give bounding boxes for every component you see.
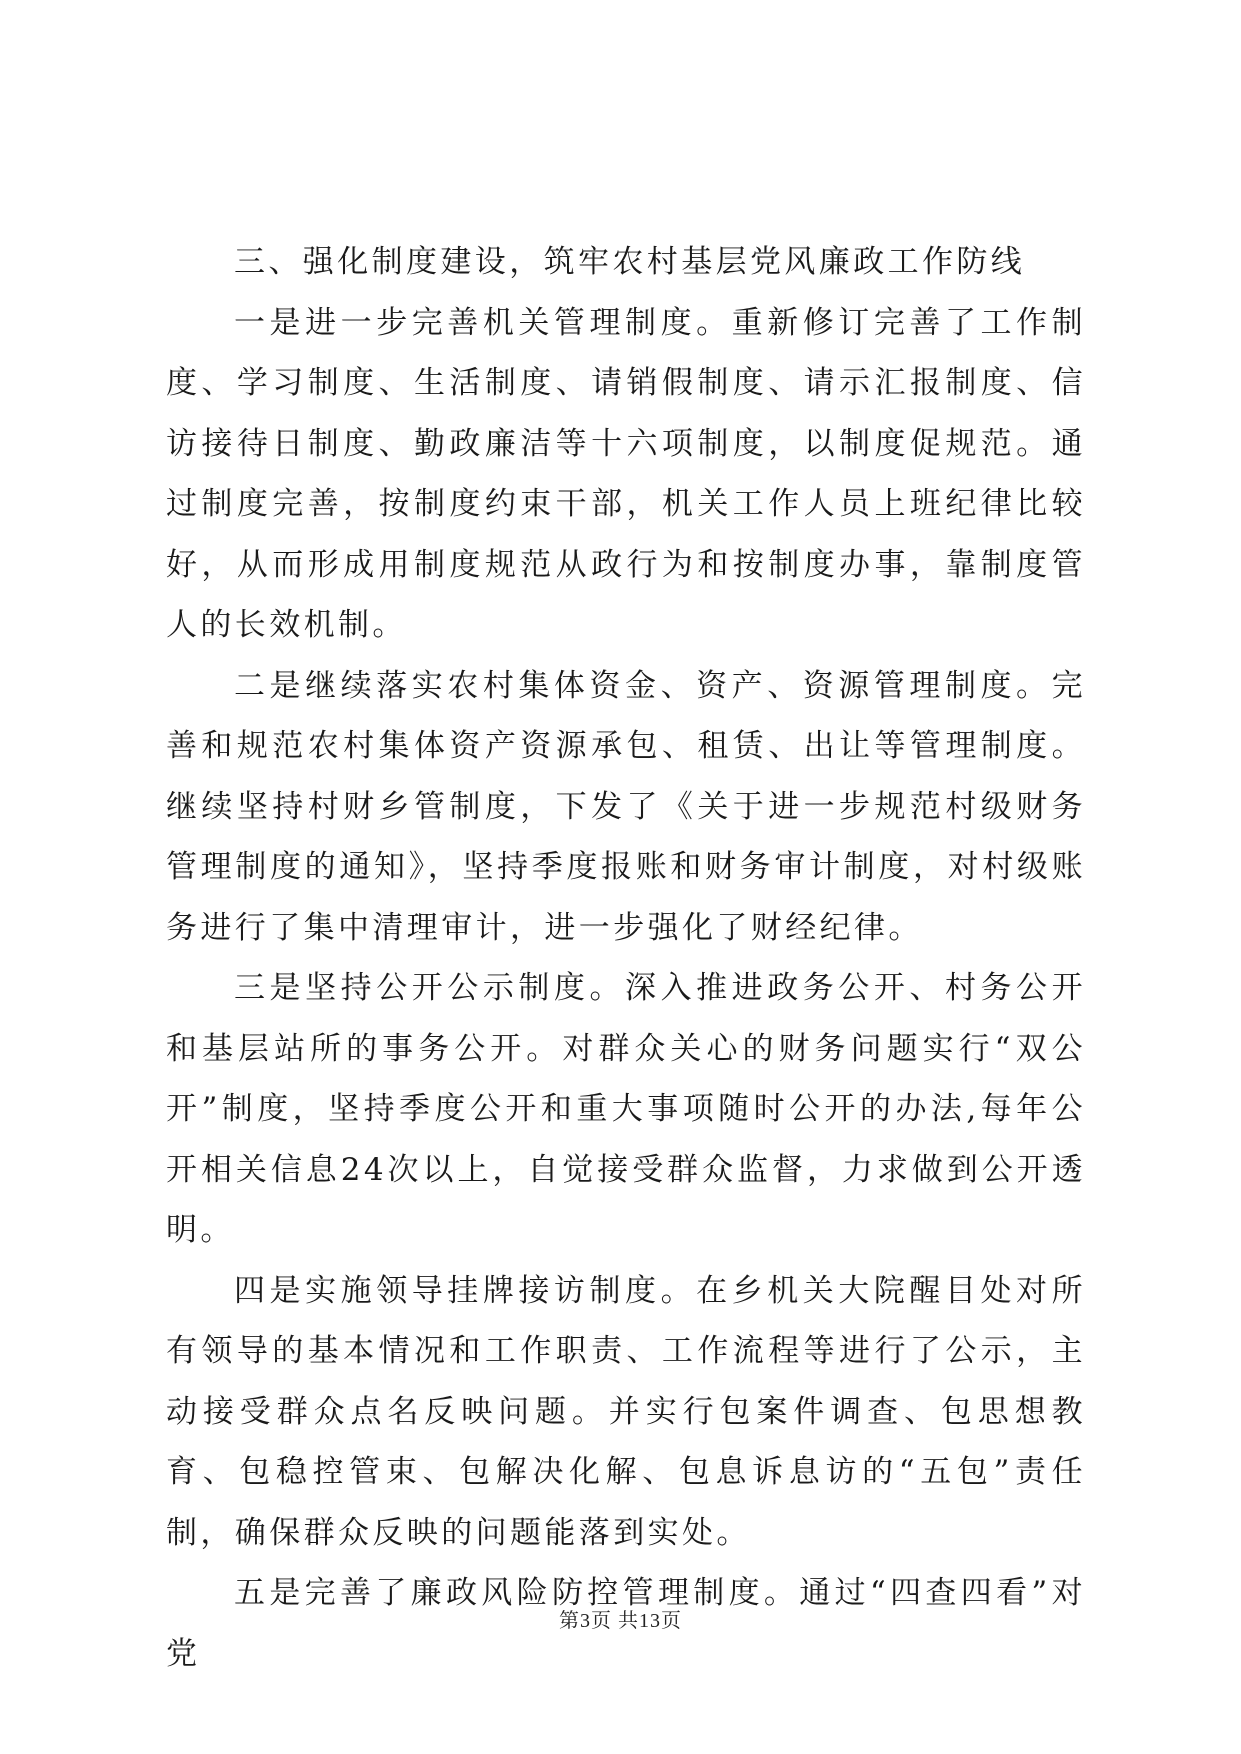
paragraph-2: 二是继续落实农村集体资金、资产、资源管理制度。完善和规范农村集体资产资源承包、租赁、出让等管理制度。继续坚持村财乡管制度，下发了《关于进一步规范村级财务管理制度的通知》，坚持季度报账和财务审计制度，对村级账务进行了集中清理审计，进一步强化了财经纪律。 bbox=[166, 667, 1086, 946]
document-body bbox=[166, 232, 1086, 1684]
paragraph-5: 五是完善了廉政风险防控管理制度。通过“四查四看”对党 bbox=[166, 1575, 1086, 1672]
paragraph-1: 一是进一步完善机关管理制度。重新修订完善了工作制度、学习制度、生活制度、请销假制度、请示汇报制度、信访接待日制度、勤政廉洁等十六项制度，以制度促规范。通过制度完善，按制度约束干部，机关工作人员上班纪律比较好，从而形成用制度规范从政行为和按制度办事，靠制度管人的长效机制。 bbox=[166, 304, 1086, 643]
page-number-footer: 第3页 共13页 bbox=[559, 1610, 682, 1632]
section-heading: 三、强化制度建设，筑牢农村基层党风廉政工作防线 bbox=[234, 244, 1026, 280]
paragraph-3: 三是坚持公开公示制度。深入推进政务公开、村务公开和基层站所的事务公开。对群众关心的财务问题实行“双公开”制度，坚持季度公开和重大事项随时公开的办法,每年公开相关信息24次以上，自觉接受群众监督，力求做到公开透明。 bbox=[166, 970, 1086, 1248]
paragraph-4: 四是实施领导挂牌接访制度。在乡机关大院醒目处对所有领导的基本情况和工作职责、工作流程等进行了公示，主动接受群众点名反映问题。并实行包案件调查、包思想教育、包稳控管束、包解决化解、包息诉息访的“五包”责任制，确保群众反映的问题能落到实处。 bbox=[166, 1272, 1086, 1551]
